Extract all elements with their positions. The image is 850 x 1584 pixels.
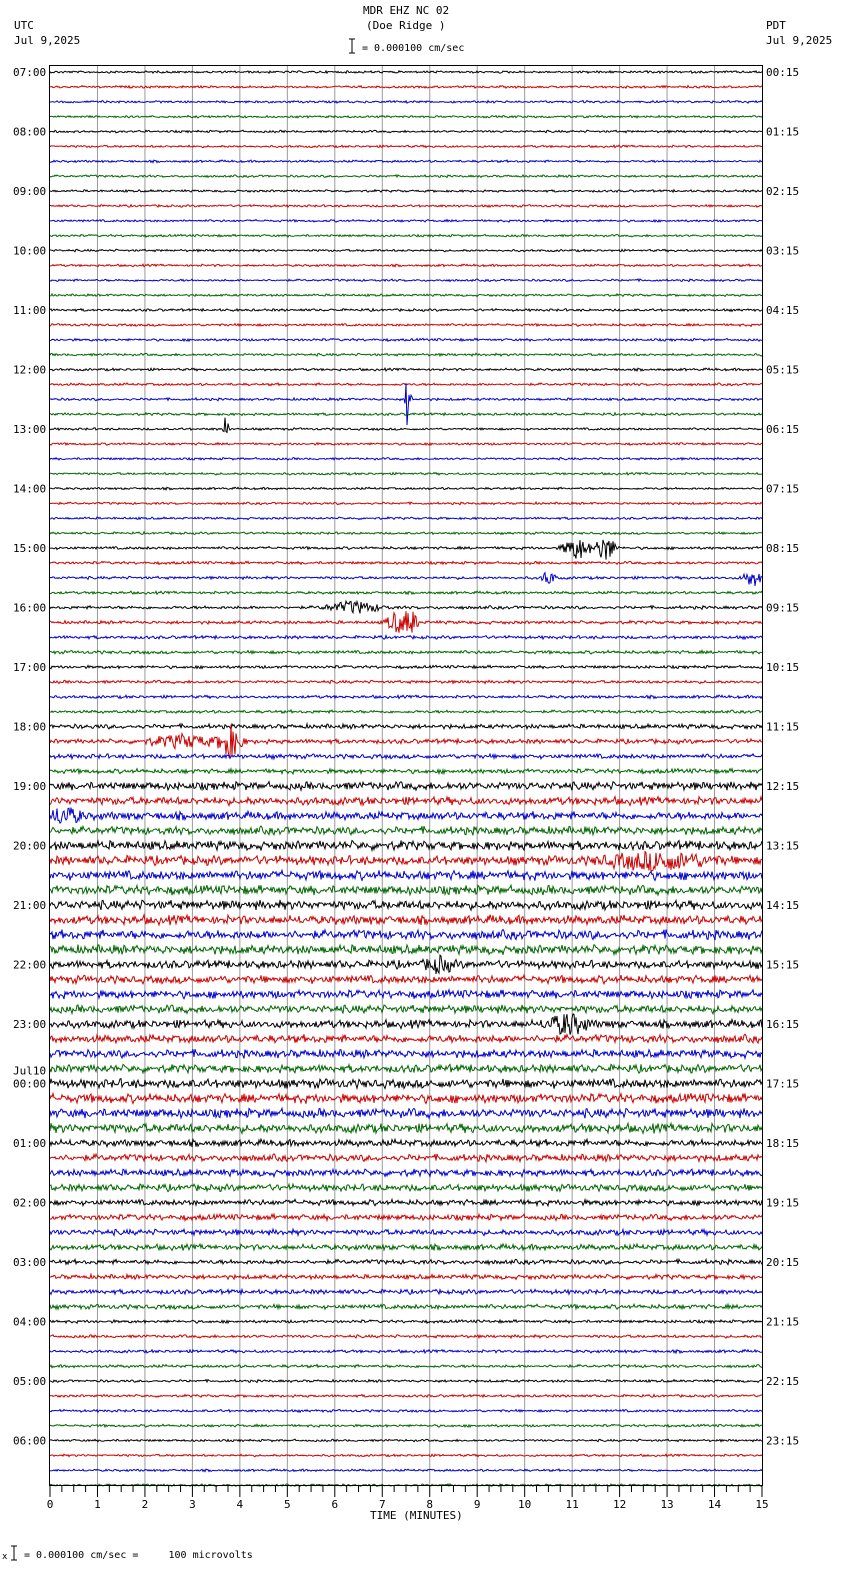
pdt-hour-label: 18:15	[766, 1137, 800, 1150]
trace-red	[50, 797, 762, 806]
trace-green	[50, 175, 762, 178]
pdt-hour-label: 00:15	[766, 66, 800, 79]
trace-green	[50, 945, 762, 955]
trace-black	[50, 1199, 762, 1205]
footer-marker: x	[2, 1552, 8, 1562]
trace-green	[50, 1424, 762, 1427]
trace-blue	[50, 1410, 762, 1413]
pdt-hour-label: 14:15	[766, 899, 800, 912]
trace-black	[50, 1014, 762, 1035]
trace-green	[50, 1064, 762, 1073]
x-axis-ticks	[47, 1486, 769, 1511]
plot-frame	[50, 66, 763, 1486]
trace-black	[50, 1320, 762, 1323]
trace-blue	[50, 160, 762, 163]
pdt-hour-label: 22:15	[766, 1375, 800, 1388]
x-tick-label: 6	[331, 1498, 339, 1511]
utc-hour-label: 16:00	[13, 601, 47, 615]
x-tick-label: 7	[378, 1498, 386, 1511]
trace-blue	[50, 695, 762, 698]
trace-blue	[50, 1469, 762, 1472]
trace-black	[50, 1079, 762, 1089]
pdt-hour-label: 06:15	[766, 423, 800, 436]
utc-hour-label: 14:00	[13, 482, 47, 496]
trace-red	[50, 1454, 762, 1457]
utc-hour-label: 20:00	[13, 839, 47, 853]
pdt-hour-label: 09:15	[766, 601, 800, 615]
scale-label: = 0.000100 cm/sec	[362, 43, 465, 54]
trace-blue	[50, 1350, 762, 1353]
x-tick-label: 4	[236, 1498, 244, 1511]
utc-hour-label: 06:00	[13, 1434, 47, 1448]
trace-blue	[50, 517, 762, 520]
trace-green	[50, 769, 762, 774]
trace-black	[50, 1380, 762, 1383]
trace-blue	[50, 1289, 762, 1294]
trace-blue	[50, 990, 762, 999]
seismic-traces	[50, 71, 762, 1487]
trace-black	[50, 130, 762, 133]
x-tick-label: 10	[518, 1498, 532, 1511]
trace-blue	[50, 1169, 762, 1177]
trace-blue	[50, 1229, 762, 1235]
x-tick-label: 0	[46, 1498, 54, 1511]
utc-hour-label: 10:00	[13, 244, 47, 258]
trace-red	[50, 725, 762, 757]
trace-red	[50, 915, 762, 926]
utc-hour-label: 04:00	[13, 1315, 47, 1329]
trace-red	[50, 1093, 762, 1103]
utc-hour-label: 18:00	[13, 720, 47, 734]
trace-red	[50, 205, 762, 208]
date-change-label: Jul10	[13, 1064, 47, 1078]
x-tick-label: 3	[189, 1498, 196, 1511]
trace-blue	[50, 870, 762, 880]
trace-red	[50, 1335, 762, 1338]
utc-hour-label: 01:00	[13, 1137, 47, 1150]
pdt-hour-label: 07:15	[766, 482, 800, 496]
trace-black	[50, 309, 762, 312]
x-tick-label: 5	[284, 1498, 291, 1511]
trace-green	[50, 1005, 762, 1014]
trace-green	[50, 710, 762, 713]
trace-red	[50, 1274, 762, 1279]
trace-green	[50, 1365, 762, 1368]
trace-red	[50, 680, 762, 683]
trace-red	[50, 1214, 762, 1220]
x-tick-label: 11	[565, 1498, 579, 1511]
utc-hour-label: 23:00	[13, 1018, 47, 1031]
left-timezone: UTC	[14, 19, 34, 32]
x-tick-label: 9	[473, 1498, 481, 1511]
station-title: MDR EHZ NC 02	[363, 4, 450, 17]
trace-blue	[50, 220, 762, 223]
pdt-hour-label: 10:15	[766, 661, 800, 674]
utc-hour-label: 13:00	[13, 423, 47, 436]
trace-red	[50, 443, 762, 446]
trace-green	[50, 532, 762, 535]
pdt-hour-label: 20:15	[766, 1256, 800, 1269]
trace-red	[50, 86, 762, 89]
right-date: Jul 9,2025	[766, 34, 833, 47]
pdt-hour-label: 21:15	[766, 1315, 800, 1329]
utc-hour-label: 09:00	[13, 185, 47, 198]
trace-black	[50, 841, 762, 851]
pdt-hour-label: 08:15	[766, 542, 800, 555]
x-tick-label: 13	[660, 1498, 674, 1511]
utc-hour-label: 08:00	[13, 125, 47, 139]
right-timezone: PDT	[766, 19, 786, 32]
trace-green	[50, 353, 762, 356]
trace-green	[50, 115, 762, 118]
trace-green	[50, 473, 762, 476]
pdt-hour-label: 17:15	[766, 1077, 800, 1091]
pdt-hour-label: 01:15	[766, 125, 800, 139]
utc-hour-label: 19:00	[13, 780, 47, 793]
pdt-hour-label: 23:15	[766, 1434, 800, 1448]
x-tick-label: 12	[612, 1498, 627, 1511]
trace-red	[50, 561, 762, 564]
pdt-hour-label: 03:15	[766, 244, 800, 258]
trace-red	[50, 852, 762, 872]
trace-blue	[50, 1108, 762, 1118]
utc-hour-label: 17:00	[13, 661, 47, 674]
utc-hour-label: 03:00	[13, 1256, 47, 1269]
trace-red	[50, 324, 762, 327]
x-tick-label: 15	[755, 1498, 769, 1511]
trace-black	[50, 782, 762, 791]
trace-blue	[50, 338, 762, 341]
pdt-hour-label: 12:15	[766, 780, 800, 793]
x-tick-label: 2	[141, 1498, 149, 1511]
station-name: (Doe Ridge )	[366, 19, 446, 32]
trace-red	[50, 1034, 762, 1043]
trace-blue	[50, 458, 762, 461]
trace-black	[50, 1439, 762, 1442]
trace-blue	[50, 383, 762, 425]
trace-black	[50, 1259, 762, 1264]
trace-black	[50, 71, 762, 74]
footer-scale-label: = 0.000100 cm/sec = 100 microvolts	[24, 1550, 253, 1561]
trace-red	[50, 1395, 762, 1398]
trace-green	[50, 826, 762, 835]
utc-hour-label: 12:00	[13, 363, 47, 377]
trace-green	[50, 1184, 762, 1192]
trace-green	[50, 651, 762, 655]
utc-hour-label: 22:00	[13, 958, 47, 972]
trace-black	[50, 955, 762, 974]
x-tick-label: 14	[707, 1498, 722, 1511]
trace-blue	[50, 636, 762, 640]
trace-black	[50, 418, 762, 433]
left-date: Jul 9,2025	[14, 34, 81, 47]
trace-blue	[50, 1049, 762, 1058]
pdt-hour-label: 19:15	[766, 1196, 800, 1210]
trace-green	[50, 591, 762, 594]
pdt-hour-label: 05:15	[766, 363, 800, 377]
trace-green	[50, 413, 762, 416]
pdt-hour-label: 04:15	[766, 304, 800, 317]
x-tick-label: 1	[94, 1498, 101, 1511]
trace-black	[50, 190, 762, 193]
trace-red	[50, 264, 762, 267]
utc-hour-label: 21:00	[13, 899, 47, 912]
trace-green	[50, 885, 762, 895]
trace-red	[50, 502, 762, 505]
trace-green	[50, 1304, 762, 1309]
trace-red	[50, 1154, 762, 1162]
trace-blue	[50, 101, 762, 104]
trace-blue	[50, 930, 762, 941]
trace-green	[50, 234, 762, 237]
trace-blue	[50, 754, 762, 759]
utc-hour-label: 00:00	[13, 1077, 47, 1091]
trace-green	[50, 1244, 762, 1251]
trace-black	[50, 540, 762, 560]
pdt-hour-label: 13:15	[766, 839, 800, 853]
pdt-hour-label: 16:15	[766, 1018, 800, 1031]
trace-black	[50, 1139, 762, 1147]
trace-green	[50, 1123, 762, 1133]
pdt-hour-label: 15:15	[766, 958, 800, 972]
utc-hour-label: 02:00	[13, 1196, 47, 1210]
trace-blue	[50, 573, 762, 586]
trace-red	[50, 975, 762, 984]
trace-red	[50, 611, 762, 633]
trace-green	[50, 294, 762, 297]
trace-black	[50, 487, 762, 490]
trace-blue	[50, 279, 762, 282]
pdt-hour-label: 11:15	[766, 720, 800, 734]
utc-hour-label: 15:00	[13, 542, 47, 555]
pdt-hour-label: 02:15	[766, 185, 800, 198]
utc-hour-label: 05:00	[13, 1375, 47, 1388]
scale-bar-icon	[349, 39, 355, 53]
utc-hour-label: 11:00	[13, 304, 47, 317]
trace-black	[50, 900, 762, 910]
utc-hour-label: 07:00	[13, 66, 47, 79]
x-tick-label: 8	[426, 1498, 434, 1511]
footer-scale-icon	[11, 1546, 17, 1560]
trace-black	[50, 724, 762, 729]
x-axis-label: TIME (MINUTES)	[370, 1509, 463, 1522]
trace-blue	[50, 808, 762, 824]
trace-red	[50, 145, 762, 148]
trace-black	[50, 665, 762, 668]
trace-black	[50, 249, 762, 252]
trace-black	[50, 368, 762, 371]
